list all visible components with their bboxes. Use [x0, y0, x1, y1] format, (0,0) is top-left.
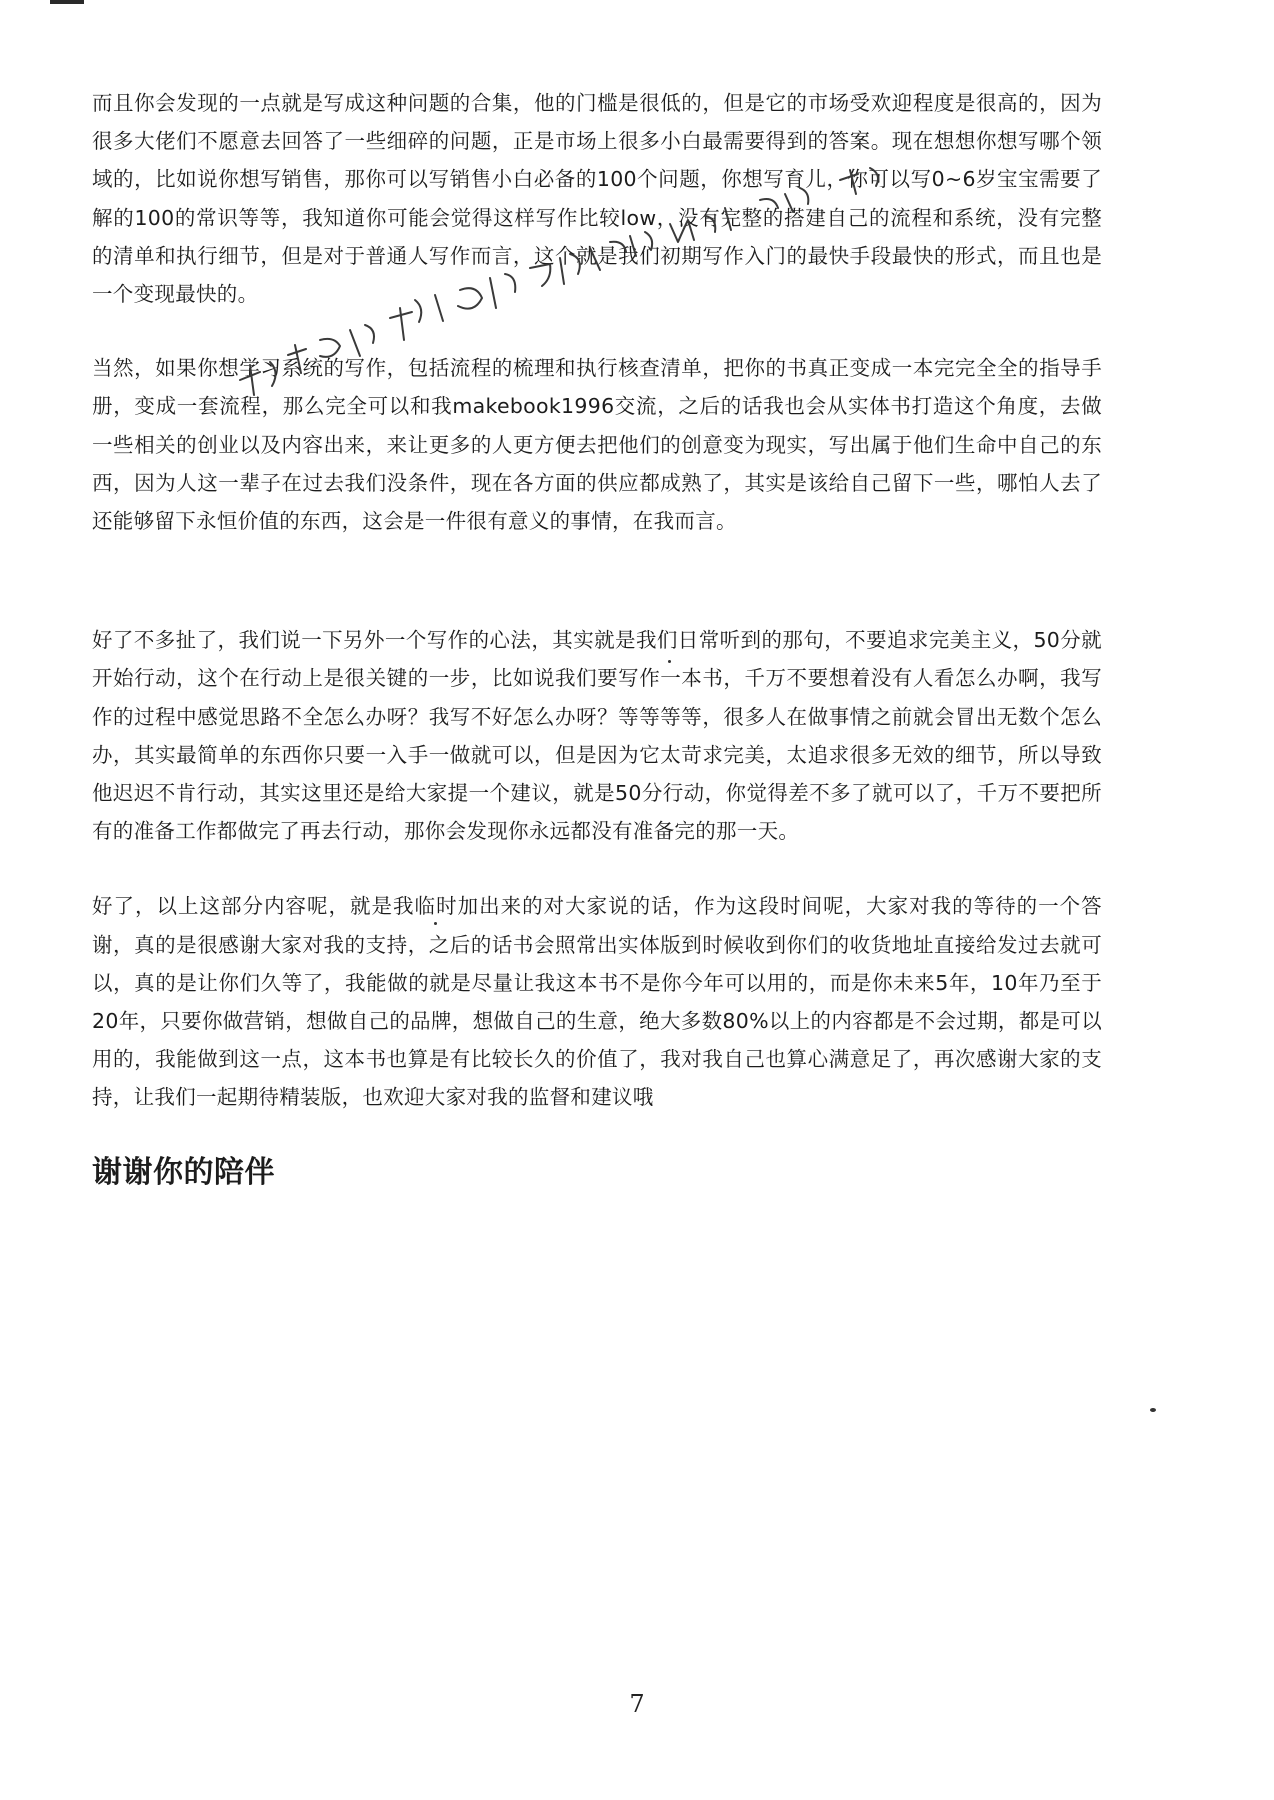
paragraph-3: 好了不多扯了，我们说一下另外一个写作的心法，其实就是我们日常听到的那句，不要追求完美主义，50分就开始行动，这个在行动上是很关键的一步，比如说我们要写作一本书，千万不要想着没有人看怎么办啊，我写作的过程中感觉思路不全怎么办呀？我写不好怎么办呀？等等等等，很多人在做事情之前就会冒出无数个怎么办，其实最简单的东西你只要一入手一做就可以，但是因为它太苛求完美，太追求很多无效的细节，所以导致他迟迟不肯行动，其实这里还是给大家提一个建议，就是50分行动，你觉得差不多了就可以了，千万不要把所有的准备工作都做完了再去行动，那你会发现你永远都没有准备完的那一天。 [92, 628, 1102, 844]
paragraph-1: 而且你会发现的一点就是写成这种问题的合集，他的门槛是很低的，但是它的市场受欢迎程度是很高的，因为很多大佬们不愿意去回答了一些细碎的问题，正是市场上很多小白最需要得到的答案。现在想想你想写哪个领域的，比如说你想写销售，那你可以写销售小白必备的100个问题，你想写育儿，你可以写0~6岁宝宝需要了解的100的常识等等，我知道你可能会觉得这样写作比较low，没有完整的搭建自己的流程和系统，没有完整的清单和执行细节，但是对于普通人写作而言，这个就是我们初期写作入门的最快手段最快的形式，而且也是一个变现最快的。 [92, 91, 1102, 307]
page-number: 7 [629, 1690, 645, 1718]
closing-heading: 谢谢你的陪伴 [92, 1154, 275, 1190]
page-content [92, 84, 1102, 1193]
paragraph-2: 当然，如果你想学习系统的写作，包括流程的梳理和执行核查清单，把你的书真正变成一本完完全全的指导手册，变成一套流程，那么完全可以和我makebook1996交流，之后的话我也会从实体书打造这个角度，去做一些相关的创业以及内容出来，来让更多的人更方便去把他们的创意变为现实，写出属于他们生命中自己的东西，因为人这一辈子在过去我们没条件，现在各方面的供应都成熟了，其实是该给自己留下一些，哪怕人去了还能够留下永恒价值的东西，这会是一件很有意义的事情，在我而言。 [92, 356, 1102, 534]
scan-speck [434, 922, 437, 925]
scan-speck [668, 660, 671, 663]
scan-corner-mark [50, 0, 84, 4]
paragraph-4: 好了，以上这部分内容呢，就是我临时加出来的对大家说的话，作为这段时间呢，大家对我的等待的一个答谢，真的是很感谢大家对我的支持，之后的话书会照常出实体版到时候收到你们的收货地址直接给发过去就可以，真的是让你们久等了，我能做的就是尽量让我这本书不是你今年可以用的，而是你未来5年，10年乃至于20年，只要你做营销，想做自己的品牌，想做自己的生意，绝大多数80%以上的内容都是不会过期，都是可以用的，我能做到这一点，这本书也算是有比较长久的价值了，我对我自己也算心满意足了，再次感谢大家的支持，让我们一起期待精装版，也欢迎大家对我的监督和建议哦 [92, 894, 1102, 1110]
scan-speck [1150, 1408, 1156, 1412]
